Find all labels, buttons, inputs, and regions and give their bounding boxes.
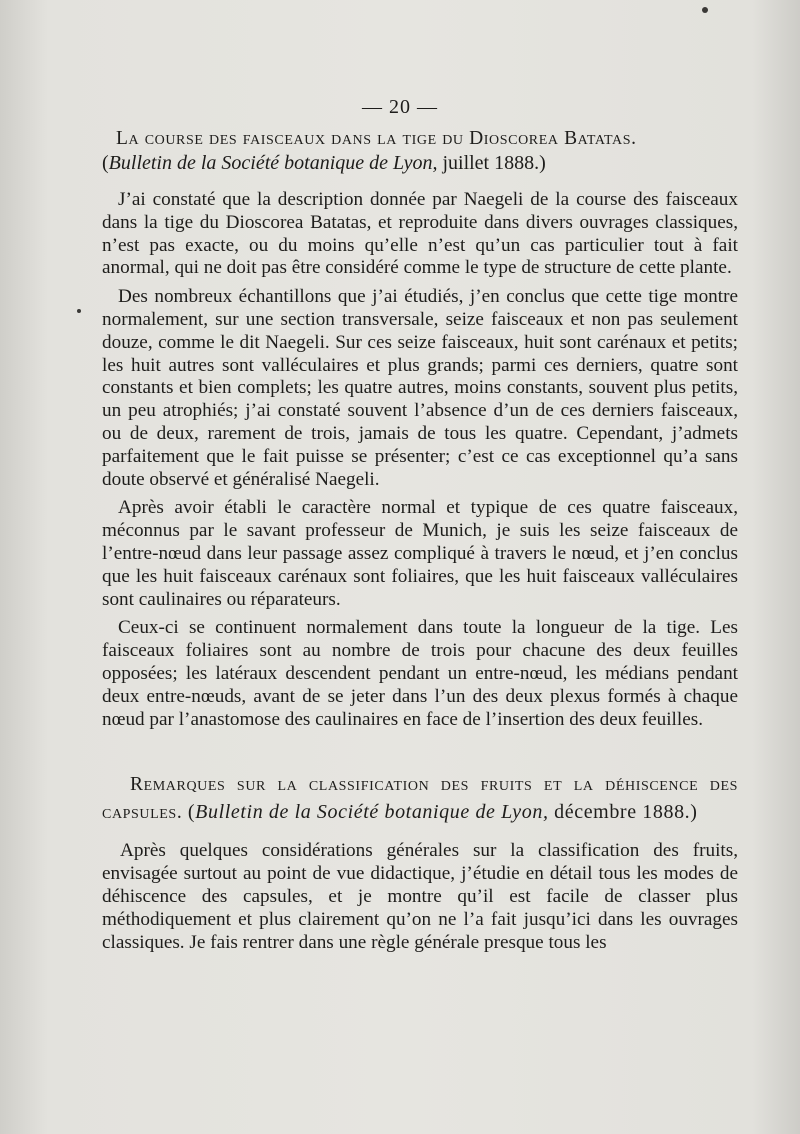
paragraph: Des nombreux échantillons que j’ai étudiés, j’en conclus que cette tige montre normalement, sur une section transversale, seize faisceaux et non pas seulement douze, comme le dit Naegeli. Sur ces seize faisceaux, huit sont carénaux et petits; les huit autres sont valléculaires et plus grands; parmi ces derniers, quatre sont constants et bien complets; les quatre autres, moins constants, souvent plus petits, un peu atrophiés; j’ai constaté souvent l’absence d’un de ces derniers faisceaux, ou de deux, rarement de trois, jamais de tous les quatre. Cependant, j’admets parfaitement que le fait puisse se présenter; c’est ce cas exceptionnel qu’a sans doute observé et généralisé Naegeli. xyxy=(102,286,738,490)
section-heading: Remarques sur la classification des fruits et la déhiscence des capsules. (Bulletin de la Société botanique de Lyon, décembre 1888.) xyxy=(102,774,738,824)
ink-spot-decoration xyxy=(702,7,708,13)
section-dioscorea xyxy=(102,126,738,731)
paragraph: Après quelques considérations générales sur la classification des fruits, envisagée surtout au point de vue didactique, j’étudie en détail tous les modes de déhiscence des capsules, et je montre qu’il est facile de classer plus méthodiquement et plus clairement qu’on ne l’a fait jusqu’ici dans les ouvrages classiques. Je fais rentrer dans une règle générale presque tous les xyxy=(102,840,738,953)
paragraph: J’ai constaté que la description donnée par Naegeli de la course des faisceaux dans la tige du Dioscorea Batatas, et reproduite dans divers ouvrages classiques, n’est pas exacte, ou du moins qu’elle n’est qu’un cas particulier tout à fait anormal, qui ne doit pas être considéré comme le type de structure de cette plante. xyxy=(102,189,738,279)
citation-journal: Bulletin de la Société botanique de Lyon, xyxy=(108,152,438,174)
section-heading: La course des faisceaux dans la tige du Dioscorea Batatas. xyxy=(116,128,637,149)
section-classification xyxy=(102,771,738,954)
paragraph: Après avoir établi le caractère normal et typique de ces quatre faisceaux, méconnus par le savant professeur de Munich, je suis les seize faisceaux de l’entre-nœud dans leur passage assez compliqué à travers le nœud, et j’en conclus que les huit faisceaux carénaux sont foliaires, que les huit faisceaux valléculaires sont caulinaires ou réparateurs. xyxy=(102,497,738,610)
citation-journal: Bulletin de la Société botanique de Lyon, xyxy=(195,801,549,824)
ink-spot-decoration xyxy=(77,309,81,313)
page-body xyxy=(102,126,738,960)
page-number: — 20 — xyxy=(362,96,438,118)
section-citation: (Bulletin de la Société botanique de Lyon, juillet 1888.) xyxy=(102,152,546,174)
paragraph: Ceux-ci se continuent normalement dans toute la longueur de la tige. Les faisceaux foliaires sont au nombre de trois pour chacune des deux feuilles opposées; les latéraux descendent pendant un entre-nœud, les médians pendant deux entre-nœuds, avant de se jeter dans l’un des deux plexus formés à chaque nœud par l’anastomose des caulinaires en face de l’insertion des deux feuilles. xyxy=(102,617,738,730)
